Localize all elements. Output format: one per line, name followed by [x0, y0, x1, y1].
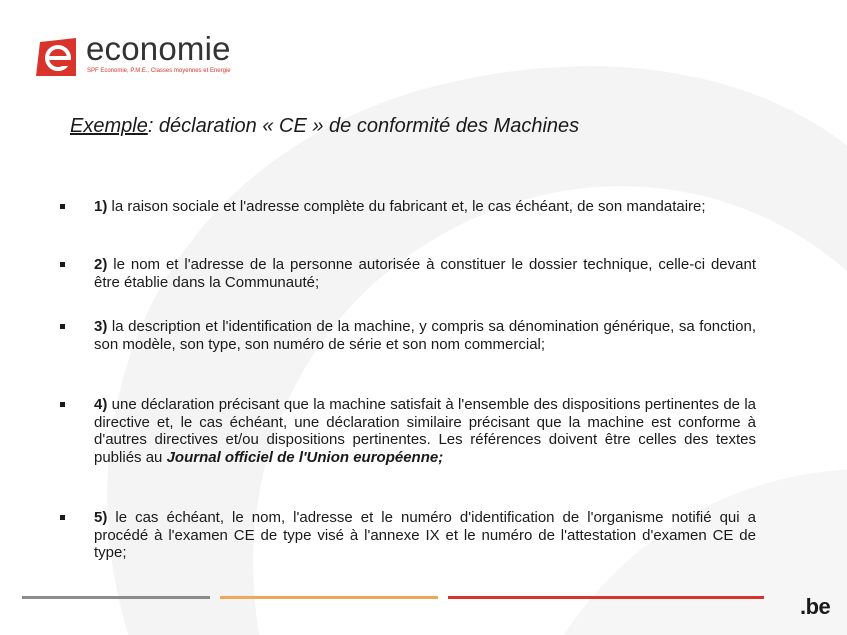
item-number: 4) [94, 396, 108, 413]
list-item-text: 2) le nom et l'adresse de la personne autorisée à constituer le dossier technique, celle-ci devant être établie dans la Communauté; [94, 256, 756, 291]
be-logo: .be [800, 594, 831, 619]
footer-bar-gray [22, 596, 210, 599]
logo-wordmark: economie [86, 30, 231, 67]
item-number: 5) [94, 509, 108, 526]
title-exemple: Exemple [70, 115, 148, 137]
bullet-icon [60, 262, 65, 267]
title-rest: : déclaration « CE » de conformité des Machines [147, 115, 580, 137]
bullet-icon [60, 402, 65, 407]
logo-e-icon [36, 38, 78, 76]
footer-bar-orange [220, 596, 438, 599]
bullet-icon [60, 324, 65, 329]
journal-officiel-emphasis: Journal officiel de l'Union européenne; [166, 448, 444, 466]
slide-title [70, 115, 790, 138]
list-item-text: 3) la description et l'identification de la machine, y compris sa dénomination générique, sa fonction, son modèle, son type, son numéro de série et son nom commercial; [94, 318, 756, 353]
list-item-text: 5) le cas échéant, le nom, l'adresse et le numéro d'identification de l'organisme notifié qui a procédé à l'examen CE de type visé à l'annexe IX et le numéro de l'attestation d'examen CE de type; [94, 509, 756, 561]
logo-tagline: SPF Economie, P.M.E., Classes moyennes et Energie [87, 68, 231, 74]
footer-bar-red [448, 596, 764, 599]
list-item-text: 4) une déclaration précisant que la machine satisfait à l'ensemble des dispositions pertinentes de la directive et, le cas échéant, une déclaration similaire précisant que la machine est conforme à d'autres directives et/ou dispositions pertinentes. Les références doivent être celles des textes publiés au Journal officiel de l'Union européenne; [94, 396, 756, 466]
item-number: 3) [94, 318, 108, 335]
item-number: 2) [94, 256, 108, 273]
bullet-icon [60, 515, 65, 520]
bullet-icon [60, 204, 65, 209]
list-item-text: 1) la raison sociale et l'adresse complète du fabricant et, le cas échéant, de son mandataire; [94, 198, 706, 215]
item-number: 1) [94, 198, 108, 215]
